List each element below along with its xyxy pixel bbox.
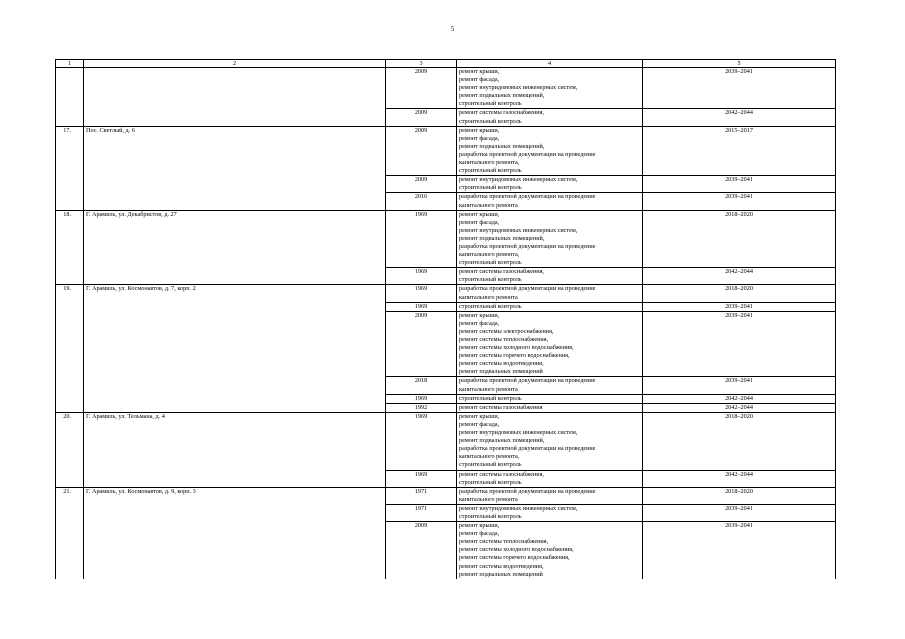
object-number: 19. — [56, 285, 84, 412]
year-cell: 2016 — [386, 193, 457, 210]
work-line: ремонт системы газоснабжения — [459, 403, 543, 411]
work-line: ремонт внутридомовых инженерных систем, — [459, 176, 578, 184]
work-line: ремонт подвальных помещений, — [459, 92, 545, 100]
work-line: строительный контроль — [459, 184, 522, 192]
work-line: ремонт системы теплоснабжения, — [459, 336, 549, 343]
works-cell — [457, 268, 643, 285]
object-number — [56, 68, 84, 127]
work-line: строительный контроль — [459, 117, 522, 125]
work-line: разработка проектной документации на проведение — [459, 150, 596, 158]
work-line: ремонт подвальных помещений, — [459, 437, 545, 445]
period-cell: 2039–2041 — [643, 522, 836, 579]
table-row — [56, 412, 836, 470]
works-cell — [457, 193, 643, 210]
year-cell: 1969 — [386, 268, 457, 285]
object-address: Г. Арамиль, ул. Космонавтов, д. 7, корп. 2 — [84, 285, 386, 412]
period-cell: 2042–2044 — [643, 403, 836, 412]
table-row — [56, 487, 836, 504]
work-line: капитального ремонта, — [459, 251, 520, 259]
works-cell — [457, 126, 643, 176]
works-cell — [457, 504, 643, 521]
period-cell: 2039–2041 — [643, 311, 836, 377]
year-cell: 1969 — [386, 412, 457, 470]
column-number-row — [56, 60, 836, 68]
work-line: разработка проектной документации на проведение — [459, 285, 596, 293]
work-line: ремонт фасада, — [459, 134, 500, 142]
work-line: строительный контроль — [459, 259, 522, 267]
work-line: разработка проектной документации на проведение — [459, 193, 596, 201]
table-body — [56, 68, 836, 579]
work-line: разработка проектной документации на проведение — [459, 377, 596, 385]
year-cell: 2009 — [386, 176, 457, 193]
period-cell: 2039–2041 — [643, 193, 836, 210]
work-line: капитального ремонта — [459, 385, 518, 393]
work-line: ремонт фасада, — [459, 420, 500, 428]
year-cell: 2018 — [386, 377, 457, 394]
object-address: Г. Арамиль, ул. Тельмана, д. 4 — [84, 412, 386, 487]
works-cell — [457, 302, 643, 311]
works-cell — [457, 68, 643, 109]
period-cell: 2039–2041 — [643, 176, 836, 193]
work-line: ремонт внутридомовых инженерных систем, — [459, 504, 578, 512]
work-line: ремонт крыши, — [459, 210, 500, 218]
period-cell: 2039–2041 — [643, 377, 836, 394]
work-line: ремонт крыши, — [459, 522, 500, 530]
work-line: ремонт крыши, — [459, 412, 500, 420]
work-line: ремонт внутридомовых инженерных систем, — [459, 226, 578, 234]
work-line: ремонт системы холодного водоснабжения, — [459, 546, 574, 554]
object-address: Пос. Светлый, д. 6 — [84, 126, 386, 210]
work-line: ремонт системы водоотведения, — [459, 360, 544, 368]
period-cell: 2018–2020 — [643, 210, 836, 268]
year-cell: 2009 — [386, 68, 457, 109]
work-line: ремонт системы газоснабжения, — [459, 470, 544, 478]
table-row — [56, 126, 836, 176]
works-cell — [457, 412, 643, 470]
work-line: строительный контроль — [459, 478, 522, 486]
period-cell: 2015–2017 — [643, 126, 836, 176]
year-cell: 2009 — [386, 522, 457, 579]
works-cell — [457, 109, 643, 126]
works-cell — [457, 210, 643, 268]
work-line: ремонт фасада, — [459, 319, 500, 327]
work-line: строительный контроль — [459, 394, 522, 402]
work-line: строительный контроль — [459, 512, 522, 520]
year-cell: 2009 — [386, 109, 457, 126]
year-cell: 1969 — [386, 210, 457, 268]
work-line: ремонт подвальных помещений, — [459, 234, 545, 242]
work-line: разработка проектной документации на проведение — [459, 242, 596, 250]
work-line: строительный контроль — [459, 276, 522, 284]
object-address: Г. Арамиль, ул. Декабристов, д. 27 — [84, 210, 386, 285]
column-header: 1 — [56, 60, 84, 68]
work-line: строительный контроль — [459, 100, 522, 108]
work-line: ремонт системы теплоснабжения, — [459, 538, 549, 546]
works-cell — [457, 176, 643, 193]
work-line: ремонт системы холодного водоснабжения, — [459, 344, 574, 352]
work-line: капитального ремонта, — [459, 453, 520, 461]
period-cell: 2039–2041 — [643, 302, 836, 311]
work-line: ремонт фасада, — [459, 218, 500, 226]
year-cell: 1969 — [386, 470, 457, 487]
period-cell: 2042–2044 — [643, 268, 836, 285]
works-cell — [457, 285, 643, 302]
work-line: ремонт крыши, — [459, 311, 500, 319]
works-cell — [457, 470, 643, 487]
period-cell: 2018–2020 — [643, 285, 836, 302]
year-cell: 1971 — [386, 487, 457, 504]
works-cell — [457, 522, 643, 579]
year-cell: 1969 — [386, 302, 457, 311]
work-line: ремонт внутридомовых инженерных систем, — [459, 429, 578, 437]
work-line: капитального ремонта — [459, 201, 518, 209]
page-number: 5 — [450, 25, 455, 33]
work-line: строительный контроль — [459, 461, 522, 469]
works-cell — [457, 394, 643, 403]
period-cell: 2042–2044 — [643, 394, 836, 403]
object-address — [84, 68, 386, 127]
work-line: капитального ремонта — [459, 293, 518, 301]
period-cell: 2039–2041 — [643, 68, 836, 109]
work-line: ремонт фасада, — [459, 76, 500, 84]
object-address: Г. Арамиль, ул. Космонавтов, д. 9, корп. 3 — [84, 487, 386, 579]
work-line: капитального ремонта, — [459, 159, 520, 167]
work-line: ремонт системы горячего водоснабжения, — [459, 554, 570, 562]
work-line: ремонт подвальных помещений, — [459, 142, 545, 150]
column-header: 2 — [84, 60, 386, 68]
works-cell — [457, 377, 643, 394]
object-number: 18. — [56, 210, 84, 285]
period-cell: 2018–2020 — [643, 412, 836, 470]
work-line: ремонт подвальных помещений — [459, 570, 543, 578]
year-cell: 2009 — [386, 126, 457, 176]
work-line: ремонт подвальных помещений — [459, 368, 543, 376]
work-line: ремонт системы газоснабжения, — [459, 268, 544, 276]
work-line: разработка проектной документации на проведение — [459, 487, 596, 495]
object-number: 17. — [56, 126, 84, 210]
work-line: ремонт системы газоснабжения, — [459, 109, 544, 117]
work-line: строительный контроль — [459, 302, 522, 310]
table-row — [56, 210, 836, 268]
object-number: 21. — [56, 487, 84, 579]
table-row — [56, 68, 836, 109]
year-cell: 1969 — [386, 394, 457, 403]
works-cell — [457, 311, 643, 377]
object-number: 20. — [56, 412, 84, 487]
column-header: 5 — [643, 60, 836, 68]
year-cell: 1992 — [386, 403, 457, 412]
column-header: 4 — [457, 60, 643, 68]
work-line: ремонт фасада, — [459, 530, 500, 538]
repair-schedule-table — [55, 59, 836, 579]
work-line: ремонт системы электроснабжения, — [459, 327, 554, 335]
year-cell: 2009 — [386, 311, 457, 377]
work-line: ремонт крыши, — [459, 68, 500, 75]
table-row — [56, 285, 836, 302]
work-line: строительный контроль — [459, 167, 522, 175]
work-line: ремонт системы водоотведения, — [459, 562, 544, 570]
work-line: разработка проектной документации на проведение — [459, 445, 596, 453]
work-line: ремонт крыши, — [459, 126, 500, 134]
year-cell: 1971 — [386, 504, 457, 521]
work-line: ремонт внутридомовых инженерных систем, — [459, 84, 578, 92]
works-cell — [457, 403, 643, 412]
work-line: капитального ремонта — [459, 495, 518, 503]
work-line: ремонт системы горячего водоснабжения, — [459, 352, 570, 360]
period-cell: 2039–2041 — [643, 504, 836, 521]
works-cell — [457, 487, 643, 504]
period-cell: 2018–2020 — [643, 487, 836, 504]
column-header: 3 — [386, 60, 457, 68]
year-cell: 1969 — [386, 285, 457, 302]
period-cell: 2042–2044 — [643, 109, 836, 126]
period-cell: 2042–2044 — [643, 470, 836, 487]
